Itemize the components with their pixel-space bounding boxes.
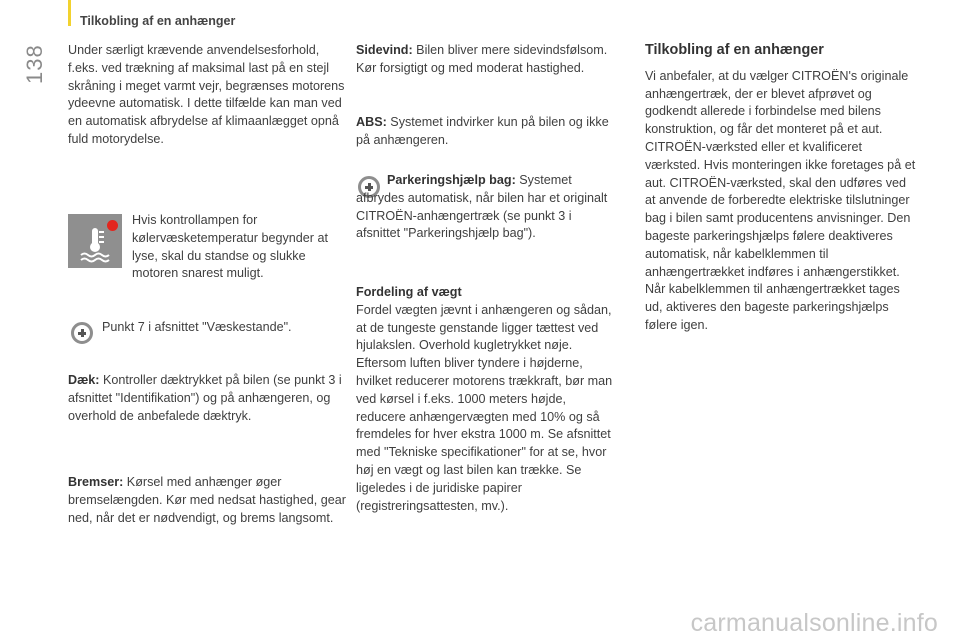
brakes-label: Bremser: <box>68 475 124 489</box>
parking-section <box>356 172 616 243</box>
brakes-section <box>68 474 348 527</box>
parking-label: Parkeringshjælp bag: <box>387 173 516 187</box>
weight-title: Fordeling af vægt <box>356 285 462 299</box>
sidewind-section <box>356 42 614 78</box>
parking-text: Systemet afbrydes automatisk, når bilen har et originalt CITROËN-anhængertræk (se punkt 3 i afsnittet "Parkeringshjælp bag"). <box>356 173 608 241</box>
header-accent-bar <box>68 0 71 26</box>
reference-note <box>102 319 352 337</box>
watermark: carmanualsonline.info <box>690 609 938 637</box>
tyres-section <box>68 372 348 425</box>
sidewind-label: Sidevind: <box>356 43 413 57</box>
coolant-temperature-warning-icon <box>68 214 122 268</box>
sidewind-text: Bilen bliver mere sidevindsfølsom. Kør forsigtigt og med moderat hastighed. <box>356 43 608 75</box>
left-intro <box>68 42 348 149</box>
tyres-label: Dæk: <box>68 373 100 387</box>
warning-note <box>132 212 347 283</box>
red-warning-dot <box>107 220 118 231</box>
page-header: Tilkobling af en anhænger <box>80 14 236 28</box>
info-plus-icon <box>71 322 93 344</box>
warning-text: Hvis kontrollampen for kølervæsketemperatur begynder at lyse, skal du standse og slukke motoren snarest muligt. <box>132 213 328 281</box>
intro-paragraph: Under særligt krævende anvendelsesforhold, f.eks. ved trækning af maksimal last på en stejl skråning i meget varmt vejr, begrænses motorens ydeevne automatisk. I dette tilfælde kan man ved en automatisk afbrydelse af klimaanlægget opnå fuld motorydelse. <box>68 43 345 146</box>
abs-text: Systemet indvirker kun på bilen og ikke på anhængeren. <box>356 115 609 147</box>
page-number <box>22 40 52 84</box>
section-title: Tilkobling af en anhænger <box>645 42 824 58</box>
abs-section <box>356 114 614 150</box>
brakes-text: Kørsel med anhænger øger bremselængden. Kør med nedsat hastighed, gear ned, når det er nødvendigt, og brems langsomt. <box>68 475 346 525</box>
right-section <box>645 42 917 335</box>
page-number-text: 138 <box>22 44 47 84</box>
reference-text: Punkt 7 i afsnittet "Væskestande". <box>102 320 292 334</box>
weight-section <box>356 284 618 515</box>
tyres-text: Kontroller dæktrykket på bilen (se punkt 3 i afsnittet "Identifikation") og på anhængeren, og overhold de anbefalede dæktryk. <box>68 373 342 423</box>
abs-label: ABS: <box>356 115 387 129</box>
section-text: Vi anbefaler, at du vælger CITROËN's originale anhængertræk, der er blevet afprøvet og godkendt allerede i forbindelse med bilens konstruktion, og får det monteret på et aut. CITROËN-værksted eller et kvalificeret værksted. Hvis monteringen ikke foretages på et aut. CITROËN-værksted, skal den udføres ved at anvende de forberedte elektriske tilslutninger bag i bilen samt producentens anvisninger. Den bageste parkeringshjælps følere deaktiveres automatisk, når kabelklemmen til anhængertrækket indføres i anhængerstikket. Når kabelklemmen til anhængertrækket tages ud, aktiveres den bageste parkeringshjælps følere igen. <box>645 68 916 332</box>
weight-text: Fordel vægten jævnt i anhængeren og sådan, at de tungeste genstande ligger tættest ved hjulakslen. Overhold kugletrykket nøje. Eftersom luften bliver tyndere i højderne, hvilket reducerer motorens trækkraft, bør man ved kørsel i f.eks. 1000 meters højde, reducere anhængervægten med 10% og så fremdeles for hver ekstra 1000 m. Se afsnittet med "Tekniske specifikationer" for at se, hvor høj en vægt og last bilen kan trække. Se ligeledes i de juridiske papirer (registreringsattesten, mv.). <box>356 302 613 513</box>
